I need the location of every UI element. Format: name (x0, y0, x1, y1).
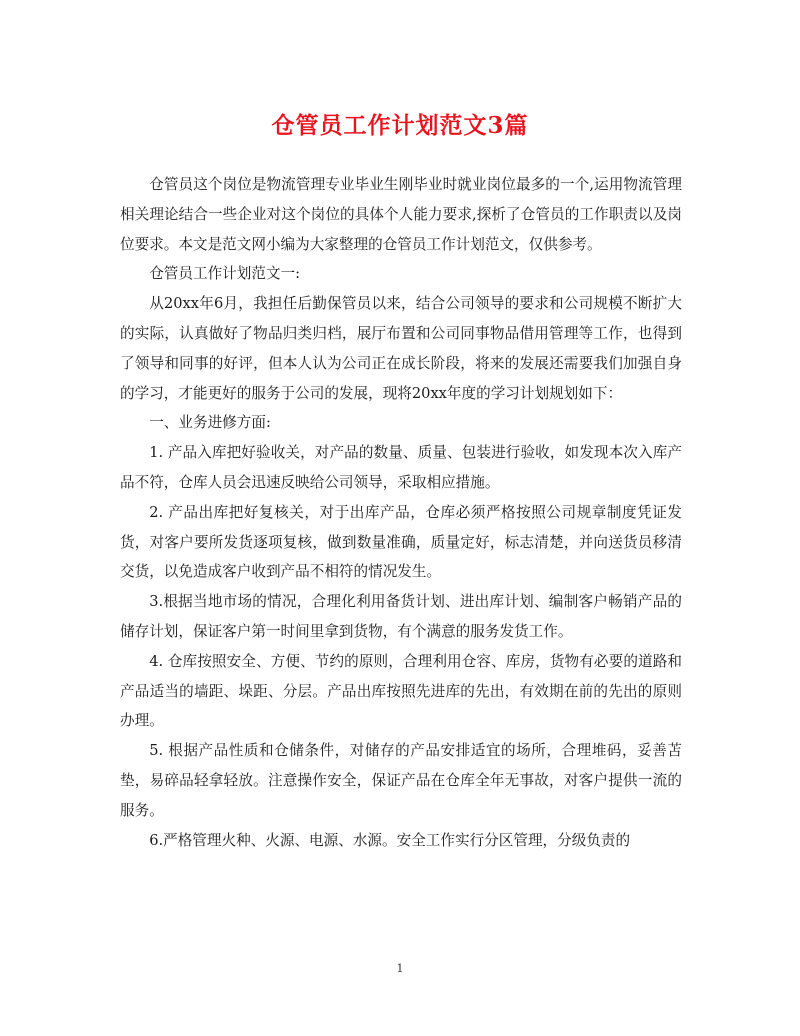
page-number: 1 (396, 962, 404, 975)
list-item: 4. 仓库按照安全、方便、节约的原则，合理利用仓容、库房，货物有必要的道路和产品适当的墙距、垛距、分层。产品出库按照先进库的先出，有效期在前的先出的原则办理。 (120, 652, 682, 730)
paragraph-subheading: 一、业务进修方面: (149, 414, 271, 432)
paragraph: 从20xx年6月，我担任后勤保管员以来，结合公司领导的要求和公司规模不断扩大的实际，认真做好了物品归类归档，展厅布置和公司同事物品借用管理等工作，也得到了领导和同事的好评，但本人认为公司正在成长阶段，将来的发展还需要我们加强自身的学习，才能更好的服务于公司的发展，现将20xx年度的学习计划规划如下： (120, 295, 682, 402)
list-item: 1. 产品入库把好验收关，对产品的数量、质量、包装进行验收，如发现本次入库产品不符，仓库人员会迅速反映给公司领导，采取相应措施。 (120, 444, 682, 491)
document-title: 仓管员工作计划范文3篇 (271, 112, 529, 139)
list-item: 6.严格管理火种、火源、电源、水源。安全工作实行分区管理，分级负责的 (149, 831, 631, 849)
list-item: 2. 产品出库把好复核关，对于出库产品，仓库必须严格按照公司规章制度凭证发货，对客户要所发货逐项复核，做到数量准确，质量定好，标志清楚，并向送货员移清交货，以免造成客户收到产品不相符的情况发生。 (120, 503, 682, 581)
list-item: 5. 根据产品性质和仓储条件，对储存的产品安排适宜的场所，合理堆码，妥善苫垫，易碎品轻拿轻放。注意操作安全，保证产品在仓库全年无事故，对客户提供一流的服务。 (120, 742, 682, 819)
document-body (120, 170, 682, 855)
list-item: 3.根据当地市场的情况，合理化利用备货计划、进出库计划、编制客户畅销产品的储存计划，保证客户第一时间里拿到货物，有个满意的服务发货工作。 (120, 593, 682, 640)
paragraph-section-heading: 仓管员工作计划范文一: (149, 265, 301, 283)
paragraph-intro: 仓管员这个岗位是物流管理专业毕业生刚毕业时就业岗位最多的一个,运用物流管理相关理论结合一些企业对这个岗位的具体个人能力要求,探析了仓管员的工作职责以及岗位要求。本文是范文网小编为大家整理的仓管员工作计划范文，仅供参考。 (120, 176, 682, 253)
